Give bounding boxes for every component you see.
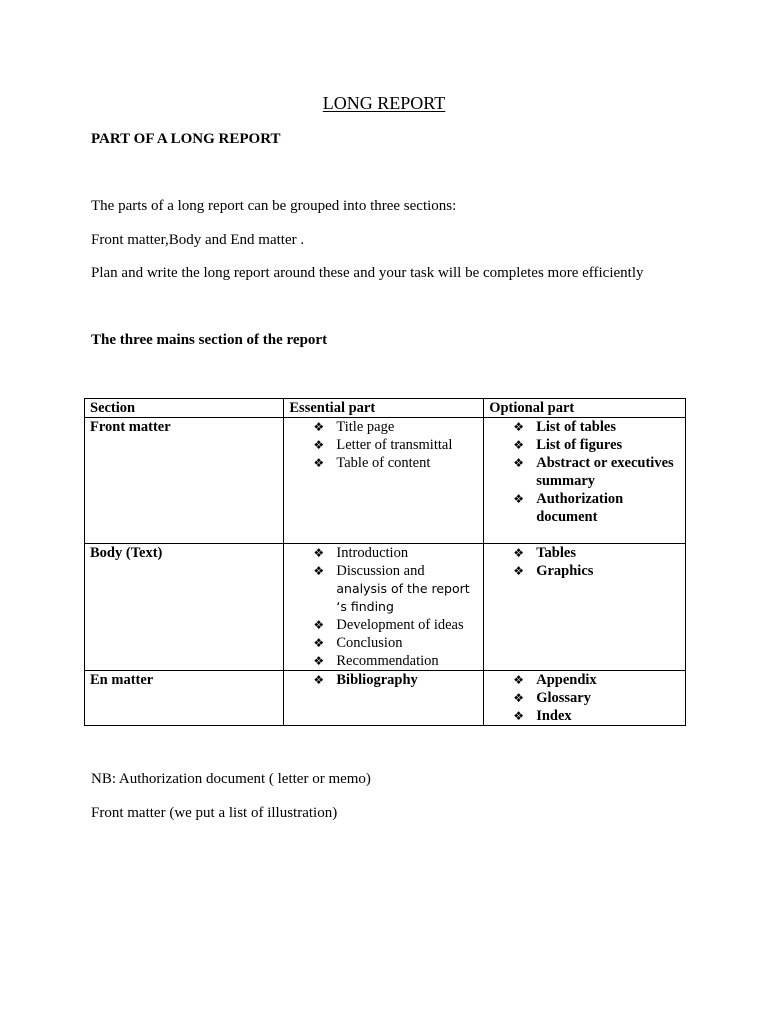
list-item: ❖ Bibliography <box>313 672 418 688</box>
list-item: ❖ Title page <box>313 419 395 435</box>
list-item: ❖ Tables <box>513 545 576 561</box>
list-item: ❖ Glossary <box>513 690 591 706</box>
note-paragraph: NB: Authorization document ( letter or memo) <box>91 771 371 787</box>
optional-cell <box>484 418 686 544</box>
diamond-bullet-icon: ❖ <box>513 492 524 506</box>
essential-cell <box>284 544 484 671</box>
list-item: ❖ Discussion and analysis of the report ‘s finding <box>313 563 470 614</box>
diamond-bullet-icon: ❖ <box>513 709 524 723</box>
column-header-essential: Essential part <box>284 399 484 418</box>
diamond-bullet-icon: ❖ <box>313 673 325 687</box>
note-paragraph: Front matter (we put a list of illustration) <box>91 805 338 821</box>
intro-paragraph: Plan and write the long report around these and your task will be completes more efficiently <box>91 265 644 281</box>
list-item: ❖ Appendix <box>513 672 597 688</box>
optional-cell <box>484 544 686 671</box>
section-subtitle: PART OF A LONG REPORT <box>91 131 281 147</box>
diamond-bullet-icon: ❖ <box>313 438 325 452</box>
section-cell: Body (Text) <box>85 544 284 671</box>
column-header-optional: Optional part <box>484 399 686 418</box>
list-item: ❖ Table of content <box>313 455 431 471</box>
table-heading: The three mains section of the report <box>91 332 328 348</box>
optional-cell <box>484 671 686 726</box>
table-row <box>85 544 686 671</box>
diamond-bullet-icon: ❖ <box>513 456 524 470</box>
diamond-bullet-icon: ❖ <box>513 546 524 560</box>
list-item: ❖ List of figures <box>513 437 623 453</box>
intro-paragraph: The parts of a long report can be grouped into three sections: <box>91 198 457 214</box>
diamond-bullet-icon: ❖ <box>313 546 325 560</box>
diamond-bullet-icon: ❖ <box>513 673 524 687</box>
list-item: ❖ List of tables <box>513 419 616 435</box>
diamond-bullet-icon: ❖ <box>313 456 325 470</box>
diamond-bullet-icon: ❖ <box>313 636 325 650</box>
diamond-bullet-icon: ❖ <box>513 420 524 434</box>
table-header-row <box>85 399 686 418</box>
report-sections-table <box>84 398 686 726</box>
list-item: ❖ Introduction <box>313 545 409 561</box>
list-item: ❖ Index <box>513 708 572 724</box>
essential-cell <box>284 418 484 544</box>
diamond-bullet-icon: ❖ <box>313 420 325 434</box>
table-row <box>85 671 686 726</box>
section-cell: Front matter <box>85 418 284 544</box>
table-row <box>85 418 686 544</box>
list-item: ❖ Graphics <box>513 563 594 579</box>
list-item: ❖ Development of ideas <box>313 617 464 633</box>
list-item: ❖ Recommendation <box>313 653 439 669</box>
list-item: ❖ Abstract or executives summary <box>513 455 674 489</box>
diamond-bullet-icon: ❖ <box>313 564 325 578</box>
intro-paragraph: Front matter,Body and End matter . <box>91 232 305 248</box>
page-title: LONG REPORT <box>322 93 446 113</box>
diamond-bullet-icon: ❖ <box>313 654 325 668</box>
list-item: ❖ Conclusion <box>313 635 403 651</box>
diamond-bullet-icon: ❖ <box>313 618 325 632</box>
diamond-bullet-icon: ❖ <box>513 564 524 578</box>
diamond-bullet-icon: ❖ <box>513 438 524 452</box>
diamond-bullet-icon: ❖ <box>513 691 524 705</box>
list-item: ❖ Letter of transmittal <box>313 437 453 453</box>
list-item: ❖ Authorization document <box>513 491 624 525</box>
section-cell: En matter <box>85 671 284 726</box>
essential-cell <box>284 671 484 726</box>
column-header-section: Section <box>85 399 284 418</box>
